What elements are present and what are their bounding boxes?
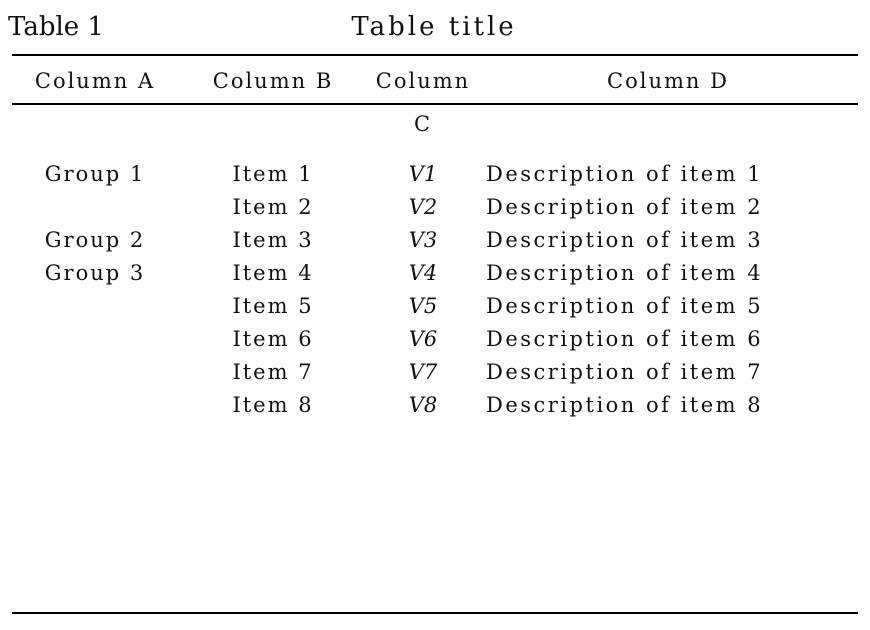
cell-method: Description of item 8 <box>486 393 764 417</box>
cell-name: Item 3 <box>232 228 314 252</box>
cell-name: Item 8 <box>232 393 314 417</box>
cell-name: Item 6 <box>232 327 314 351</box>
table-row <box>12 257 858 290</box>
cell-category <box>12 323 178 356</box>
table-row <box>12 290 858 323</box>
header-method: Column D <box>607 69 729 93</box>
table-row <box>12 323 858 356</box>
cell-symbol: V4 <box>408 261 438 285</box>
cell-category <box>12 356 178 389</box>
cell-symbol: V3 <box>408 228 438 252</box>
header-row <box>12 60 858 146</box>
table-number: Table 1 <box>8 12 104 42</box>
cell-category <box>12 191 178 224</box>
cell-method: Description of item 7 <box>486 360 764 384</box>
bottom-rule <box>12 612 858 614</box>
cell-category: Group 3 <box>44 261 146 285</box>
header-category: Column A <box>34 69 156 93</box>
cell-symbol: V2 <box>408 195 438 219</box>
cell-name: Item 4 <box>232 261 314 285</box>
top-rule <box>12 54 858 56</box>
cell-name: Item 2 <box>232 195 314 219</box>
cell-name: Item 5 <box>232 294 314 318</box>
cell-method: Description of item 1 <box>486 162 764 186</box>
table-row <box>12 356 858 389</box>
table-title: Table title <box>351 12 517 42</box>
cell-method: Description of item 3 <box>486 228 764 252</box>
cell-symbol: V7 <box>408 360 438 384</box>
header-symbol: Column C <box>375 69 471 136</box>
cell-method: Description of item 6 <box>486 327 764 351</box>
cell-category: Group 2 <box>44 228 146 252</box>
variables-table <box>12 60 858 422</box>
table-row <box>12 389 858 422</box>
cell-name: Item 7 <box>232 360 314 384</box>
cell-category <box>12 290 178 323</box>
cell-symbol: V8 <box>408 393 438 417</box>
cell-symbol: V6 <box>408 327 438 351</box>
cell-name: Item 1 <box>232 162 314 186</box>
cell-method: Description of item 4 <box>486 261 764 285</box>
table-row <box>12 224 858 257</box>
cell-symbol: V1 <box>408 162 438 186</box>
table-row <box>12 191 858 224</box>
header-name: Column B <box>212 69 334 93</box>
cell-category: Group 1 <box>44 162 146 186</box>
cell-method: Description of item 2 <box>486 195 764 219</box>
cell-method: Description of item 5 <box>486 294 764 318</box>
table-caption <box>8 10 860 44</box>
cell-category <box>12 389 178 422</box>
cell-symbol: V5 <box>408 294 438 318</box>
table-row <box>12 146 858 191</box>
